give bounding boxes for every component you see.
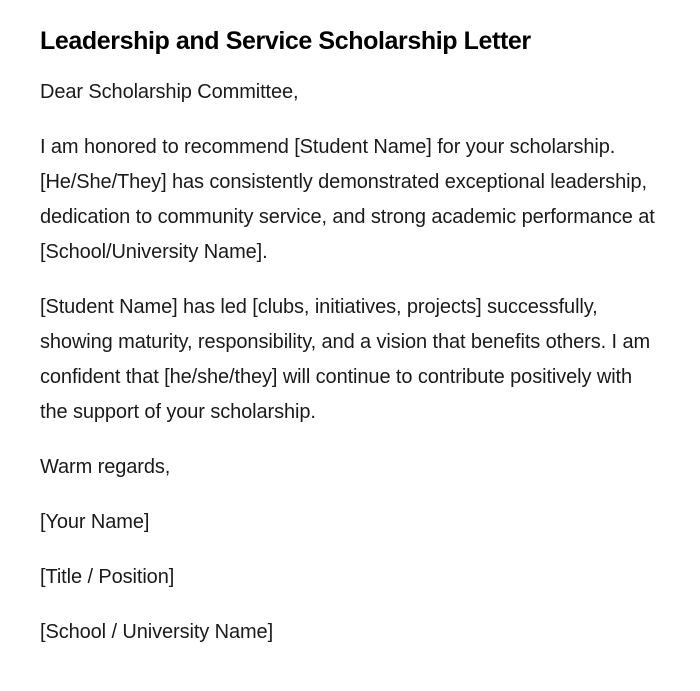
- signature-title: [Title / Position]: [40, 566, 175, 588]
- letter-paragraph-1: I am honored to recommend [Student Name] for your scholarship. [He/She/They] has consistently demonstrated exceptional leadership, dedication to community service, and strong academic performance at [School/University Name].: [40, 136, 655, 263]
- letter-paragraph-2: [Student Name] has led [clubs, initiatives, projects] successfully, showing maturity, responsibility, and a vision that benefits others. I am confident that [he/she/they] will continue to contribute positively with the support of your scholarship.: [40, 296, 651, 423]
- signature-school: [School / University Name]: [40, 621, 274, 643]
- letter-title: Leadership and Service Scholarship Letter: [40, 27, 531, 55]
- letter-closing: Warm regards,: [40, 456, 171, 478]
- signature-name: [Your Name]: [40, 511, 150, 533]
- letter-greeting: Dear Scholarship Committee,: [40, 81, 299, 103]
